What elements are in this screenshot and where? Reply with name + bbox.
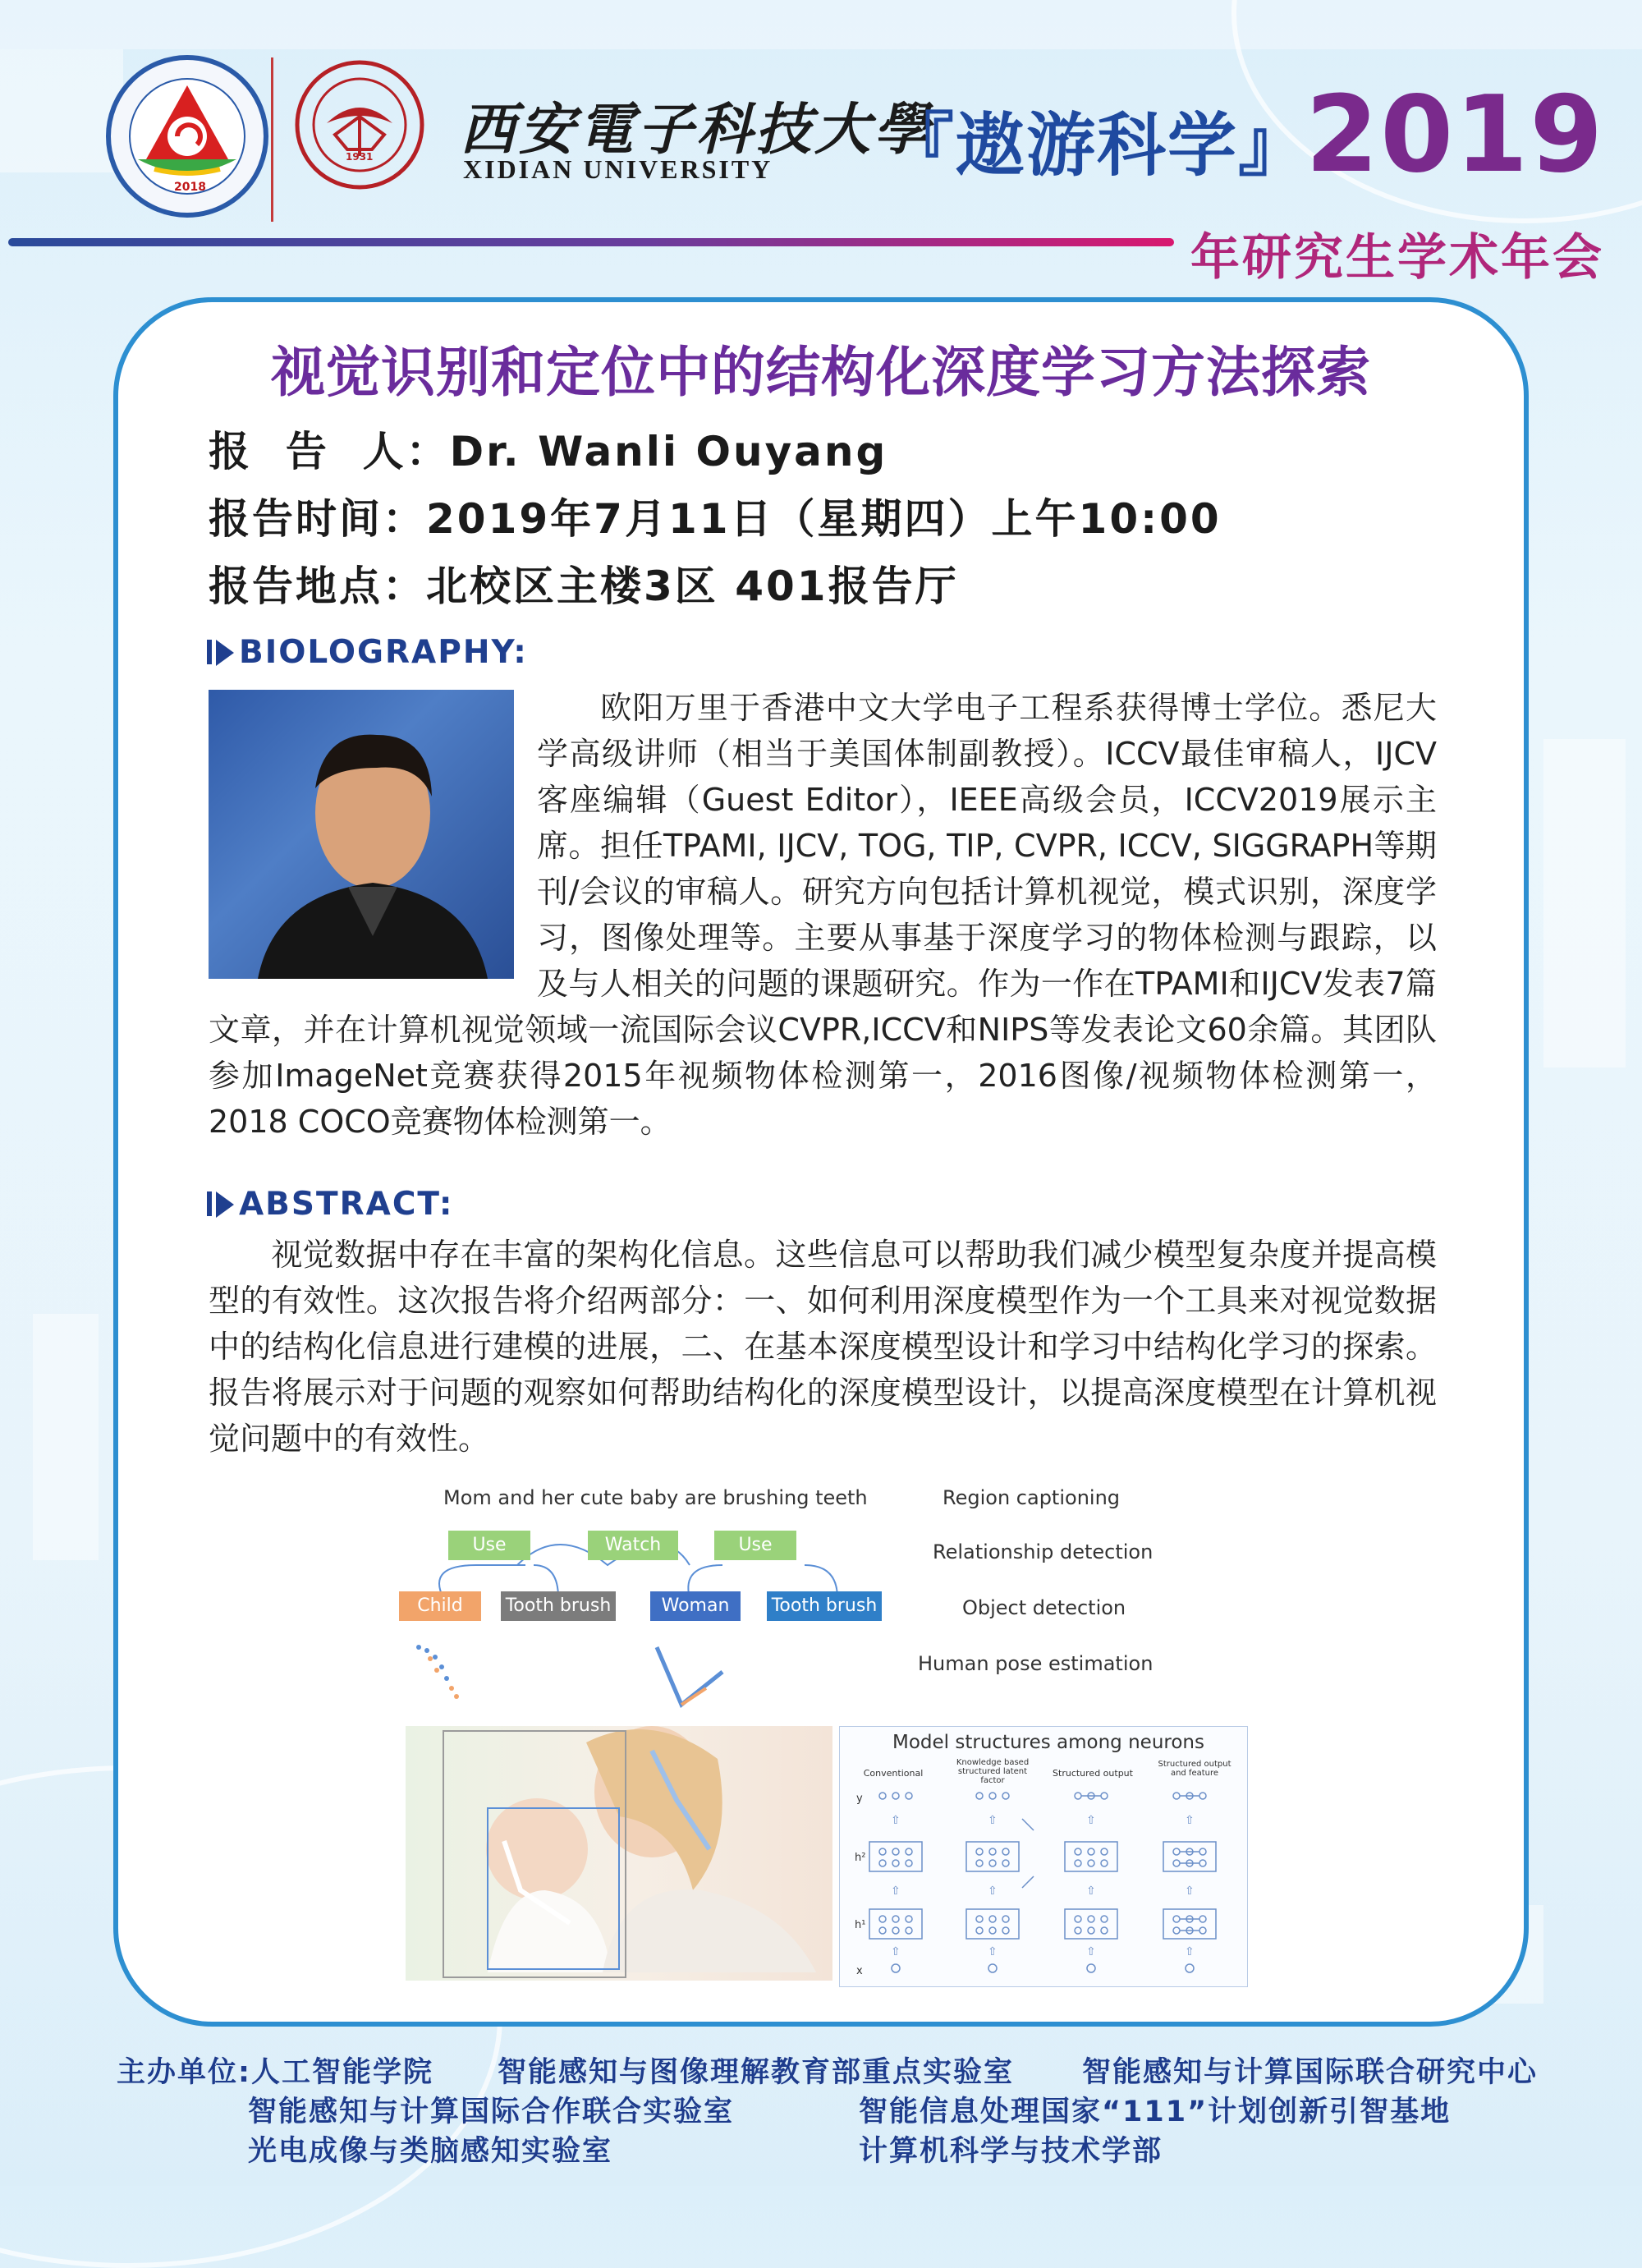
svg-text:⇧: ⇧ — [1185, 1814, 1195, 1827]
bio-heading — [207, 634, 528, 671]
section-bar-icon — [207, 640, 212, 664]
organizer: 主办单位:人工智能学院 — [117, 2056, 433, 2089]
relation-box: Watch — [588, 1531, 678, 1560]
model-column: Structured output — [1053, 1768, 1133, 1779]
photo-spacer — [209, 685, 537, 985]
speaker-label: 报 告 人： — [209, 428, 450, 475]
speaker-row — [209, 419, 888, 478]
organizer-line-1c: 智能感知与计算国际联合研究中心 — [1082, 2056, 1539, 2089]
model-title: Model structures among neurons — [892, 1732, 1204, 1753]
seal-year: 1931 — [346, 151, 374, 163]
object-box: Tooth brush — [767, 1591, 882, 1621]
svg-text:⇧: ⇧ — [891, 1945, 901, 1958]
talk-title: 视觉识别和定位中的结构化深度学习方法探索 — [271, 341, 1371, 404]
section-bar-icon — [207, 1191, 212, 1216]
organizer-line-3a: 光电成像与类脑感知实验室 — [248, 2135, 613, 2168]
svg-text:⇧: ⇧ — [988, 1885, 998, 1898]
place-value: 北校区主楼3区 401报告厅 — [426, 562, 959, 610]
object-box: Woman — [650, 1591, 741, 1621]
relation-box: Use — [448, 1531, 530, 1560]
abstract-heading — [207, 1186, 454, 1223]
object-box: Child — [399, 1591, 481, 1621]
relation-box: Use — [714, 1531, 796, 1560]
organizer-line-2b: 智能信息处理国家“111”计划创新引智基地 — [859, 2096, 1452, 2128]
svg-text:⇧: ⇧ — [1086, 1814, 1096, 1827]
model-row-label: h² — [855, 1852, 866, 1864]
mother-baby-photo — [406, 1726, 832, 1981]
section-arrow-icon — [216, 1191, 234, 1218]
model-row-label: y — [856, 1793, 863, 1805]
bg-square — [33, 1314, 99, 1560]
abstract-paragraph: 视觉数据中存在丰富的架构化信息。这些信息可以帮助我们减少模型复杂度并提高模型的有效性。这次报告将介绍两部分：一、如何利用深度模型作为一个工具来对视觉数据中的结构化信息进行建模的进展，二、在基本深度模型设计和学习中结构化学习的探索。报告将展示对于问题的观察如何帮助结构化的深度模型设计，以提高深度模型在计算机视觉问题中的有效性。 — [209, 1237, 1437, 1457]
organizer-line-1b: 智能感知与图像理解教育部重点实验室 — [498, 2056, 1015, 2089]
model-row-label: h¹ — [855, 1919, 866, 1931]
svg-text:⇧: ⇧ — [988, 1945, 998, 1958]
figure-panel — [394, 1475, 1253, 1995]
task-label: Region captioning — [943, 1486, 1121, 1509]
organizer-line-2a: 智能感知与计算国际合作联合实验室 — [248, 2096, 735, 2128]
svg-text:⇧: ⇧ — [1086, 1885, 1096, 1898]
bg-square — [1543, 739, 1626, 1067]
svg-text:⇧: ⇧ — [988, 1814, 998, 1827]
place-row — [209, 553, 959, 613]
time-label: 报告时间： — [209, 495, 426, 543]
section-arrow-icon — [216, 640, 234, 666]
svg-text:⇧: ⇧ — [891, 1814, 901, 1827]
task-label: Human pose estimation — [918, 1652, 1154, 1675]
bio-heading-text: BIOLOGRAPHY: — [239, 634, 528, 671]
object-box: Tooth brush — [501, 1591, 616, 1621]
place-label: 报告地点： — [209, 562, 426, 610]
organizer-line-3b: 计算机科学与技术学部 — [859, 2135, 1163, 2168]
event-title: 『遨游科学』 — [885, 105, 1309, 186]
logo-year: 2018 — [174, 181, 206, 194]
event-subtitle: 年研究生学术年会 — [1190, 229, 1604, 287]
task-label: Relationship detection — [933, 1540, 1154, 1563]
bio-paragraph: 欧阳万里于香港中文大学电子工程系获得博士学位。悉尼大学高级讲师（相当于美国体制副教授）。ICCV最佳审稿人，IJCV客座编辑（Guest Editor），IEEE高级会员，ICCV2019展示主席。担任TPAMI, IJCV, TOG, TIP, CVPR, ICCV, SIGGRAPH等期刊/会议的审稿人。研究方向包括计算机视觉，模式识别，深度学习，图像处理等。主要从事基于深度学习的物体检测与跟踪，以及与人相关的问题的课题研究。作为一作在TPAMI和IJCV发表7篇文章，并在计算机视觉领域一流国际会议CVPR,ICCV和NIPS等发表论文60余篇。其团队参加ImageNet竞赛获得2015年视频物体检测第一，2016图像/视频物体检测第一，2018 COCO竞赛物体检测第一。 — [209, 690, 1437, 1140]
model-column: Conventional — [863, 1768, 924, 1779]
abstract-text — [209, 1232, 1437, 1462]
task-label: Object detection — [962, 1596, 1126, 1619]
pose-sketch — [394, 1639, 887, 1729]
bio-text — [209, 685, 1437, 1145]
header-separator — [271, 57, 273, 222]
conference-logo — [105, 54, 269, 218]
event-year: 2019 — [1305, 74, 1605, 196]
university-name-en: XIDIAN UNIVERSITY — [463, 154, 773, 184]
model-column: Structured output and feature — [1158, 1760, 1232, 1778]
svg-text:⇧: ⇧ — [1086, 1945, 1096, 1958]
header-divider — [8, 238, 1174, 246]
organizer-line-1 — [117, 2050, 433, 2091]
model-column: Knowledge based structured latent factor — [956, 1758, 1030, 1785]
svg-text:⇧: ⇧ — [1185, 1945, 1195, 1958]
figure-caption: Mom and her cute baby are brushing teeth — [443, 1486, 868, 1509]
time-value: 2019年7月11日（星期四）上午10:00 — [426, 495, 1222, 543]
svg-text:⇧: ⇧ — [891, 1885, 901, 1898]
model-structures-panel — [839, 1726, 1248, 1987]
model-structure-diagram — [840, 1727, 1247, 1986]
university-name-cn: 西安電子科技大學 — [460, 97, 933, 163]
model-row-label: x — [856, 1965, 863, 1977]
svg-text:⇧: ⇧ — [1185, 1885, 1195, 1898]
time-row — [209, 486, 1222, 545]
university-seal — [294, 59, 425, 191]
speaker-name: Dr. Wanli Ouyang — [449, 428, 888, 475]
abstract-heading-text: ABSTRACT: — [239, 1186, 454, 1223]
